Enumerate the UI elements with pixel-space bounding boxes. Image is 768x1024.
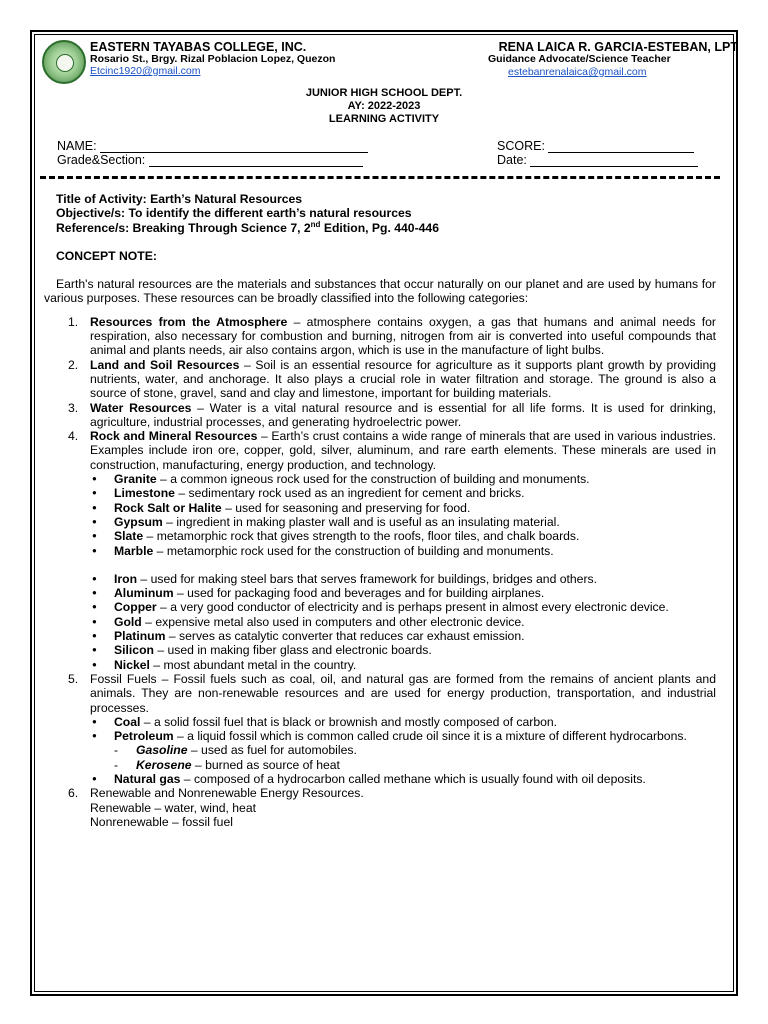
list-item: ● Silicon – used in making fiber glass and electronic boards. bbox=[90, 643, 716, 657]
academic-year: AY: 2022-2023 bbox=[347, 100, 421, 112]
activity-title: Title of Activity: Earth’s Natural Resources bbox=[56, 192, 303, 206]
school-name: EASTERN TAYABAS COLLEGE, INC. bbox=[90, 40, 307, 54]
date-label: Date: bbox=[497, 153, 527, 167]
list-item: 5. Fossil Fuels – Fossil fuels such as coal, oil, and natural gas are formed from the remains of ancient plants and animals. They are non-renewable resources and are used for energy production, transportation, and industrial processes. ● Coal – a solid fossil fuel that is black or brownish and mostly composed of carbon. ● Petroleum – a liquid fossil which is common called crude oil since it is a mixture of different hydrocarbons. - Gasoline – used as fuel for automobiles. - Kerosene – burned as source of heat ● Natural gas – composed of a hydrocarbon called methane which is usually found with oil deposits. bbox=[44, 672, 716, 786]
rock-list bbox=[90, 472, 716, 558]
list-item: ● Nickel – most abundant metal in the country. bbox=[90, 658, 716, 672]
list-item: ● Iron – used for making steel bars that serves framework for buildings, bridges and others. bbox=[90, 572, 716, 586]
list-item: - Kerosene – burned as source of heat bbox=[114, 758, 716, 772]
list-item: ● Platinum – serves as catalytic converter that reduces car exhaust emission. bbox=[90, 629, 716, 643]
list-item: 6. Renewable and Nonrenewable Energy Resources. Renewable – water, wind, heat Nonrenewable – fossil fuel bbox=[68, 786, 364, 829]
section-field[interactable] bbox=[57, 153, 363, 167]
date-input-line[interactable] bbox=[530, 155, 698, 167]
metal-list bbox=[90, 572, 716, 672]
activity-objective: Objective/s: To identify the different earth’s natural resources bbox=[56, 206, 412, 221]
list-item: ● Coal – a solid fossil fuel that is black or brownish and mostly composed of carbon. bbox=[90, 715, 716, 729]
teacher-name: RENA LAICA R. GARCIA-ESTEBAN, LPT bbox=[498, 40, 738, 54]
list-item: 1. Resources from the Atmosphere – atmosphere contains oxygen, a gas that humans and animal needs for respiration, also necessary for combustion and burning, nitrogen from air is converted into useful compounds that animal and plants needs, air also contains argon, which is use in the manufacture of light bulbs. bbox=[68, 314, 716, 358]
score-label: SCORE: bbox=[497, 139, 545, 153]
concept-note-heading: CONCEPT NOTE: bbox=[56, 248, 157, 263]
activity-reference: Reference/s: Breaking Through Science 7, 2nd Edition, Pg. 440-446 bbox=[56, 219, 439, 235]
list-item: ● Gold – expensive metal also used in computers and other electronic device. bbox=[90, 615, 716, 629]
list-item: 2. Land and Soil Resources – Soil is an essential resource for agriculture as it supports plant growth by providing nutrients, water, and anchorage. It also plays a crucial role in water filtration and storage. The ground is also a source of stone, gravel, sand and clay and limestone, important for building materials. bbox=[68, 357, 716, 401]
list-item: ● Copper – a very good conductor of electricity and is perhaps present in almost every electronic device. bbox=[90, 600, 716, 614]
nonrenewable-line: Nonrenewable – fossil fuel bbox=[90, 814, 233, 829]
list-item: ● Petroleum – a liquid fossil which is common called crude oil since it is a mixture of different hydrocarbons. - Gasoline – used as fuel for automobiles. - Kerosene – burned as source of heat bbox=[90, 729, 716, 772]
resource-list bbox=[44, 315, 716, 829]
school-address: Rosario St., Brgy. Rizal Poblacion Lopez, Quezon bbox=[90, 53, 336, 65]
intro-paragraph: Earth's natural resources are the materials and substances that occur naturally on our planet and are used by humans for various purposes. These resources can be broadly classified into the following categories: bbox=[44, 277, 716, 306]
list-item: ● Gypsum – ingredient in making plaster wall and is useful as an insulating material. bbox=[90, 515, 716, 529]
name-label: NAME: bbox=[57, 139, 97, 153]
department-heading: JUNIOR HIGH SCHOOL DEPT. bbox=[305, 87, 463, 99]
list-item: 3. Water Resources – Water is a vital natural resource and is essential for all life forms. It is used for drinking, agriculture, industrial processes, and generating hydroelectric power. bbox=[68, 400, 717, 429]
petroleum-sublist bbox=[114, 743, 716, 772]
list-item: ● Granite – a common igneous rock used for the construction of building and monuments. bbox=[90, 472, 716, 486]
date-field[interactable] bbox=[497, 153, 698, 167]
list-item: ● Rock Salt or Halite – used for seasoning and preserving for food. bbox=[90, 501, 716, 515]
list-item: ● Slate – metamorphic rock that gives strength to the roofs, floor tiles, and chalk boards. bbox=[90, 529, 716, 543]
cut-line-divider bbox=[40, 176, 720, 179]
document-type: LEARNING ACTIVITY bbox=[328, 113, 440, 125]
section-label: Grade&Section: bbox=[57, 153, 146, 167]
list-item: ● Marble – metamorphic rock used for the construction of building and monuments. bbox=[90, 544, 716, 558]
list-item: ● Aluminum – used for packaging food and beverages and for building airplanes. bbox=[90, 586, 716, 600]
teacher-role: Guidance Advocate/Science Teacher bbox=[488, 53, 671, 65]
name-input-line[interactable] bbox=[100, 141, 368, 153]
score-input-line[interactable] bbox=[548, 141, 694, 153]
score-field[interactable] bbox=[497, 139, 694, 153]
teacher-email-link[interactable]: estebanrenalaica@gmail.com bbox=[508, 66, 647, 78]
name-field[interactable] bbox=[57, 139, 368, 153]
list-item: 4. Rock and Mineral Resources – Earth’s crust contains a wide range of minerals that are used in various industries. Examples include iron ore, copper, gold, silver, aluminum, and rare earth elements. These minerals are used in construction, manufacturing, energy production, and technology. ● Granite – a common igneous rock used for the construction of building and monuments. ● Limestone – sedimentary rock used as an ingredient for cement and bricks. ● Rock Salt or Halite – used for seasoning and preserving for food. ● Gypsum – ingredient in making plaster wall and is useful as an insulating material. ● Slate – metamorphic rock that gives strength to the roofs, floor tiles, and chalk boards. ● Marble – metamorphic rock used for the construction of building and monuments. ● Iron – used for making steel bars that serves framework for buildings, bridges and others. ● Aluminum – used for packaging food and beverages and for building airplanes. ● Copper – a very good conductor of electricity and is perhaps present in almost every electronic device. ● Gold – expensive metal also used in computers and other electronic device. ● Platinum – serves as catalytic converter that reduces car exhaust emission. ● Silicon – used in making fiber glass and electronic boards. ● Nickel – most abundant metal in the country. bbox=[44, 429, 716, 672]
section-input-line[interactable] bbox=[149, 155, 363, 167]
renewable-line: Renewable – water, wind, heat bbox=[90, 800, 256, 815]
list-item: - Gasoline – used as fuel for automobiles. bbox=[114, 743, 716, 757]
activity-body bbox=[44, 192, 716, 829]
school-seal-logo bbox=[42, 40, 86, 84]
fossil-list bbox=[90, 715, 716, 786]
school-email-link[interactable]: Etcinc1920@gmail.com bbox=[90, 65, 201, 77]
list-item: ● Limestone – sedimentary rock used as an ingredient for cement and bricks. bbox=[90, 486, 716, 500]
list-item: ● Natural gas – composed of a hydrocarbon called methane which is usually found with oil deposits. bbox=[90, 772, 716, 786]
